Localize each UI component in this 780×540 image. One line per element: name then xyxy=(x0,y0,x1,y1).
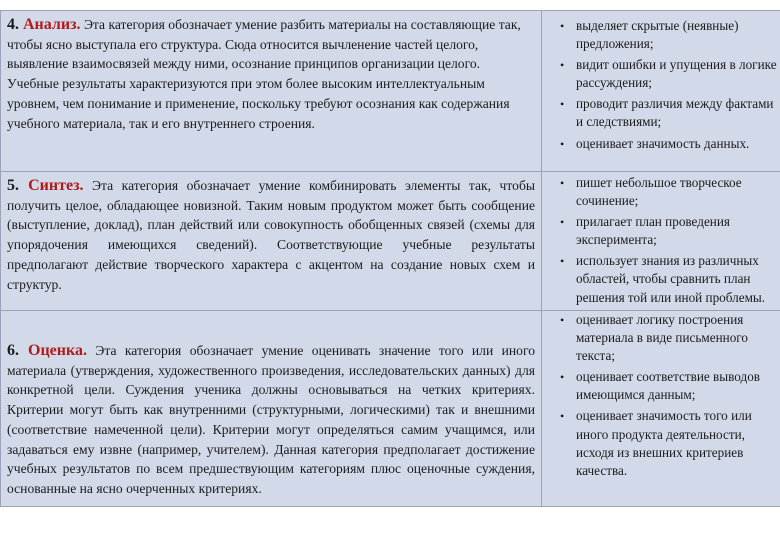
learning-outcomes-cell xyxy=(542,11,780,172)
learning-outcomes-cell xyxy=(542,172,780,311)
table-row-analysis xyxy=(1,11,780,172)
category-number: 6. xyxy=(7,342,19,359)
category-text: Эта категория обозначает умение оценивать значение того или иного материала (утверждения, художественного произведения, исследовательских данных) для конкретной цели. Суждения ученика должны основываться на четких критериях. Критерии могут быть как внутренними (структурными, логическими) так и внешними (соответствие намеченной цели). Критерии могут определяться самим учащимся, или задаваться ему извне (например, учителем). Данная категория предполагает достижение учебных результатов по всем предшествующим категориям плюс оценочные суждения, основанные на ясно очерченных критериях. xyxy=(7,343,535,496)
category-number: 4. xyxy=(7,16,19,33)
list-item: • пишет небольшое творческое сочинение; xyxy=(562,174,779,210)
learning-outcomes-cell xyxy=(542,311,780,507)
list-item: • оценивает логику построения материала в виде письменного текста; xyxy=(562,311,779,365)
category-description-cell xyxy=(1,311,542,507)
list-item: • проводит различия между фактами и следствиями; xyxy=(562,95,779,131)
category-description xyxy=(1,11,541,133)
learning-outcomes-list xyxy=(542,172,780,307)
list-item: • прилагает план проведения эксперимента; xyxy=(562,213,779,249)
category-description-cell xyxy=(1,172,542,311)
list-item: • видит ошибки и упущения в логике рассуждения; xyxy=(562,56,779,92)
category-heading xyxy=(7,177,84,194)
list-item: • оценивает соответствие выводов имеющимся данным; xyxy=(562,368,779,404)
category-text: Эта категория обозначает умение комбинировать элементы так, чтобы получить целое, обладающее новизной. Таким новым продуктом может быть сообщение (выступление, доклад), план действий или совокупность обобщенных связей (схемы для упорядочения имеющихся сведений). Соответствующие учебные результаты предполагают действие творческого характера с акцентом на создание новых схем и структур. xyxy=(7,178,535,292)
learning-outcomes-list xyxy=(542,11,780,153)
table-row-synthesis xyxy=(1,172,780,311)
table-row-evaluation xyxy=(1,311,780,507)
category-name: Анализ. xyxy=(23,16,81,33)
category-description-cell xyxy=(1,11,542,172)
list-item: • оценивает значимость данных. xyxy=(562,135,779,153)
learning-outcomes-list xyxy=(542,311,780,480)
category-text: Эта категория обозначает умение разбить материалы на составляющие так, чтобы ясно выступала его структура. Сюда относится вычленение частей целого, выявление взаимосвязей между ними, осознание принципов организации целого. Учебные результаты характеризуются при этом более высоким интеллектуальным уровнем, чем понимание и применение, поскольку требуют осознания как содержания учебного материала, так и его внутреннего строения. xyxy=(7,17,521,131)
category-description xyxy=(1,172,541,294)
list-item: • оценивает значимость того или иного продукта деятельности, исходя из внешних критериев качества. xyxy=(562,407,779,479)
list-item: • выделяет скрытые (неявные) предложения; xyxy=(562,17,779,53)
category-name: Синтез. xyxy=(28,177,84,194)
list-item: • использует знания из различных областей, чтобы сравнить план решения той или иной проблемы. xyxy=(562,252,779,306)
category-heading xyxy=(7,16,81,33)
category-number: 5. xyxy=(7,177,19,194)
category-name: Оценка. xyxy=(28,342,87,359)
bloom-taxonomy-table xyxy=(0,10,780,507)
category-heading xyxy=(7,342,87,359)
category-description xyxy=(1,341,541,499)
